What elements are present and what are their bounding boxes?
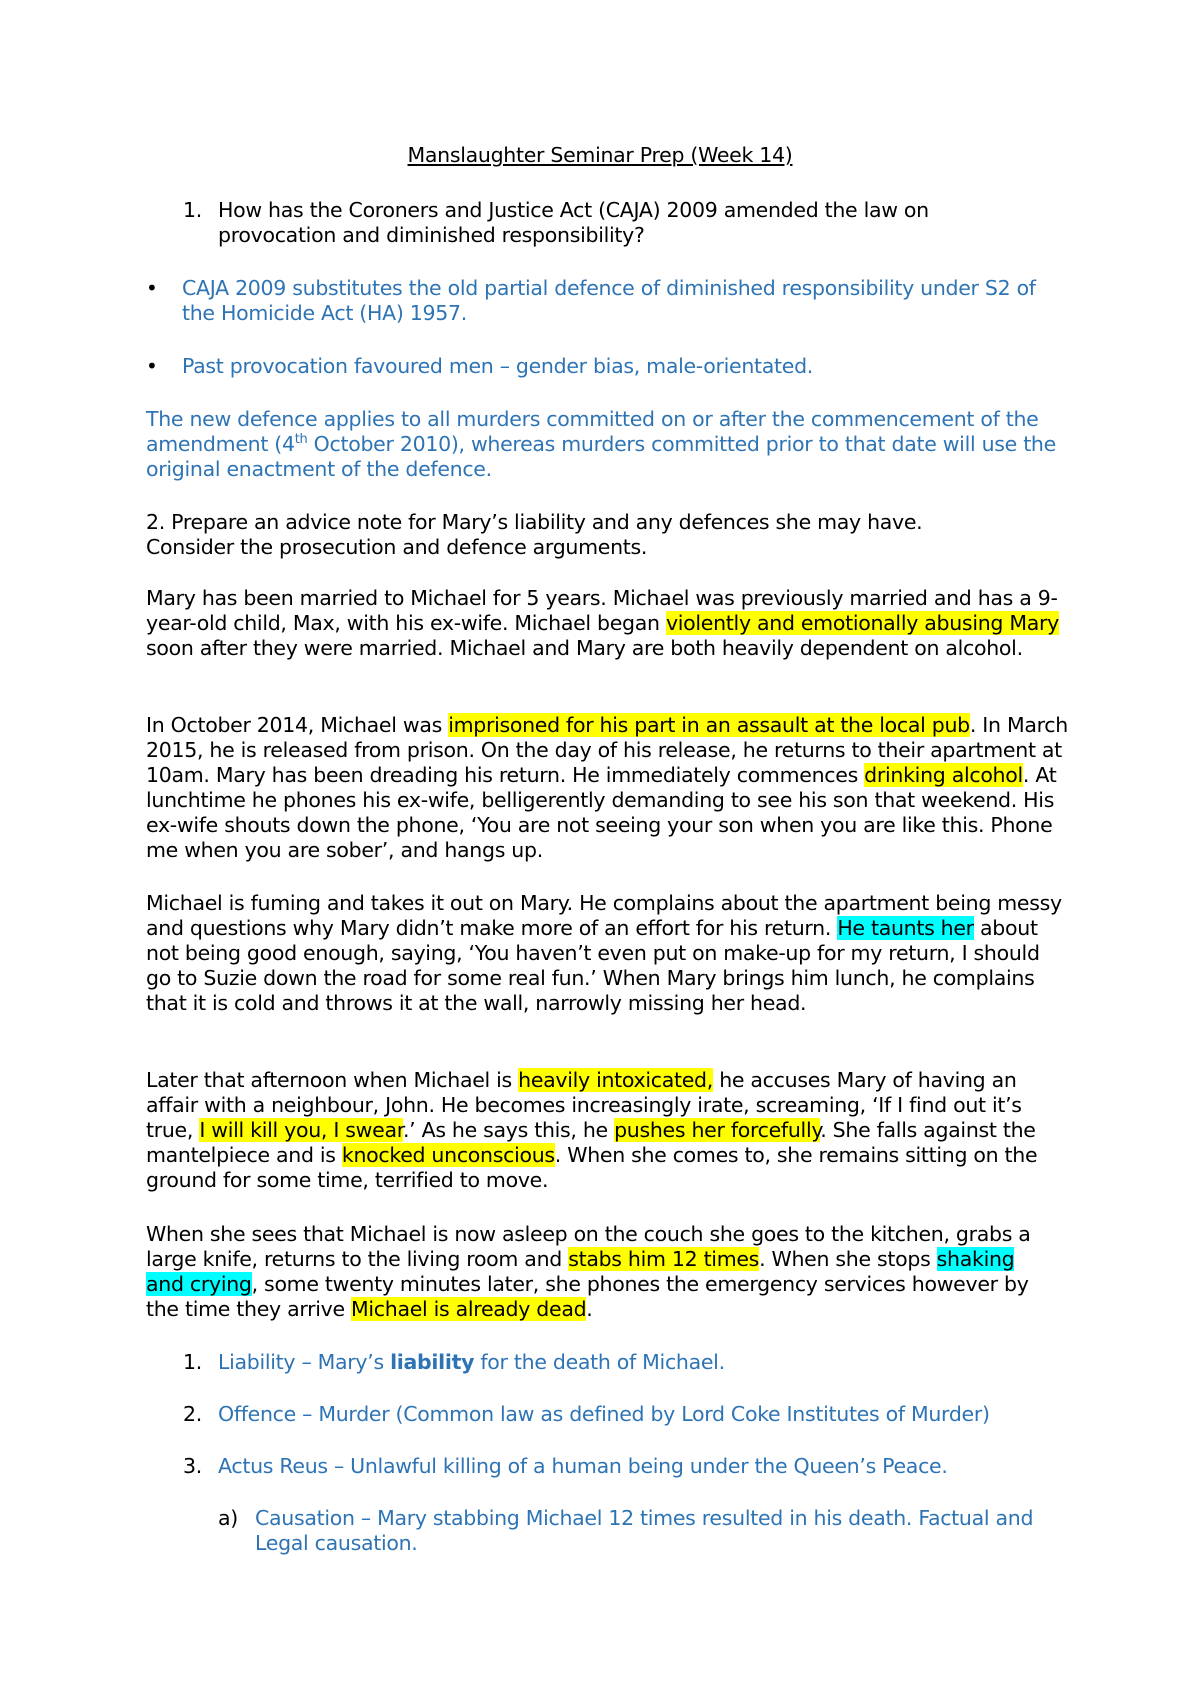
question-1-text: How has the Coroners and Justice Act (CAJA) 2009 amended the law on provocation and diminished responsibility?	[218, 198, 929, 247]
analysis-2-number: 2.	[183, 1402, 202, 1426]
answer-bullet-1: CAJA 2009 substitutes the old partial defence of diminished responsibility under S2 of the Homicide Act (HA) 1957.	[182, 276, 1036, 325]
highlight-cyan: He taunts her	[837, 916, 974, 940]
bullet-icon: •	[146, 276, 158, 300]
highlight-yellow: Michael is already dead	[351, 1297, 587, 1321]
answer-bullet-2: Past provocation favoured men – gender bias, male-orientated.	[182, 354, 814, 378]
analysis-3-number: 3.	[183, 1454, 202, 1478]
question-1-number: 1.	[183, 198, 202, 222]
analysis-1-number: 1.	[183, 1350, 202, 1374]
scenario-paragraph-5: When she sees that Michael is now asleep on the couch she goes to the kitchen, grabs a large knife, returns to the living room and stabs him 12 times. When she stops shaking and crying, some twenty minutes later, she phones the emergency services however by the time they arrive Michael is already dead.	[146, 1222, 1031, 1321]
page-title: Manslaughter Seminar Prep (Week 14)	[407, 143, 793, 167]
analysis-2-text: Offence – Murder (Common law as defined by Lord Coke Institutes of Murder)	[218, 1402, 990, 1426]
highlight-yellow: knocked unconscious	[341, 1143, 555, 1167]
highlight-yellow: heavily intoxicated,	[518, 1068, 713, 1092]
scenario-paragraph-1: Mary has been married to Michael for 5 years. Michael was previously married and has a 9-year-old child, Max, with his ex-wife. Michael began violently and emotionally abusing Mary soon after they were married. Michael and Mary are both heavily dependent on alcohol.	[146, 586, 1059, 660]
scenario-paragraph-3: Michael is fuming and takes it out on Mary. He complains about the apartment being messy and questions why Mary didn’t make more of an effort for his return. He taunts her about not being good enough, saying, ‘You haven’t even put on make-up for my return, I should go to Suzie down the road for some real fun.’ When Mary brings him lunch, he complains that it is cold and throws it at the wall, narrowly missing her head.	[146, 891, 1062, 1015]
analysis-1-text: Liability – Mary’s liability for the death of Michael.	[218, 1350, 725, 1374]
analysis-3-text: Actus Reus – Unlawful killing of a human being under the Queen’s Peace.	[218, 1454, 948, 1478]
highlight-yellow: drinking alcohol	[864, 763, 1023, 787]
highlight-yellow: I will kill you, I swear	[199, 1118, 403, 1142]
causation-text: Causation – Mary stabbing Michael 12 times resulted in his death. Factual and Legal causation.	[255, 1506, 1034, 1555]
highlight-yellow: violently and emotionally abusing Mary	[665, 611, 1059, 635]
highlight-yellow: imprisoned for his part in an assault at the local pub	[448, 713, 970, 737]
bullet-icon: •	[146, 354, 158, 378]
highlight-yellow: stabs him 12 times	[568, 1247, 760, 1271]
sub-point-label: a)	[218, 1506, 238, 1530]
question-2-text: 2. Prepare an advice note for Mary’s liability and any defences she may have. Consider the prosecution and defence arguments.	[146, 510, 923, 559]
scenario-paragraph-4: Later that afternoon when Michael is heavily intoxicated, he accuses Mary of having an affair with a neighbour, John. He becomes increasingly irate, screaming, ‘If I find out it’s true, I will kill you, I swear.’ As he says this, he pushes her forcefully. She falls against the mantelpiece and is knocked unconscious. When she comes to, she remains sitting on the ground for some time, terrified to move.	[146, 1068, 1038, 1192]
scenario-paragraph-2: In October 2014, Michael was imprisoned for his part in an assault at the local pub. In March 2015, he is released from prison. On the day of his release, he returns to their apartment at 10am. Mary has been dreading his return. He immediately commences drinking alcohol. At lunchtime he phones his ex-wife, belligerently demanding to see his son that weekend. His ex-wife shouts down the phone, ‘You are not seeing your son when you are like this. Phone me when you are sober’, and hangs up.	[146, 713, 1068, 862]
highlight-yellow: pushes her forcefully	[614, 1118, 821, 1142]
commencement-paragraph: The new defence applies to all murders committed on or after the commencement of the amendment (4th October 2010), whereas murders committed prior to that date will use the original enactment of the defence.	[146, 407, 1056, 481]
highlight-cyan: shaking and crying	[146, 1247, 1015, 1296]
